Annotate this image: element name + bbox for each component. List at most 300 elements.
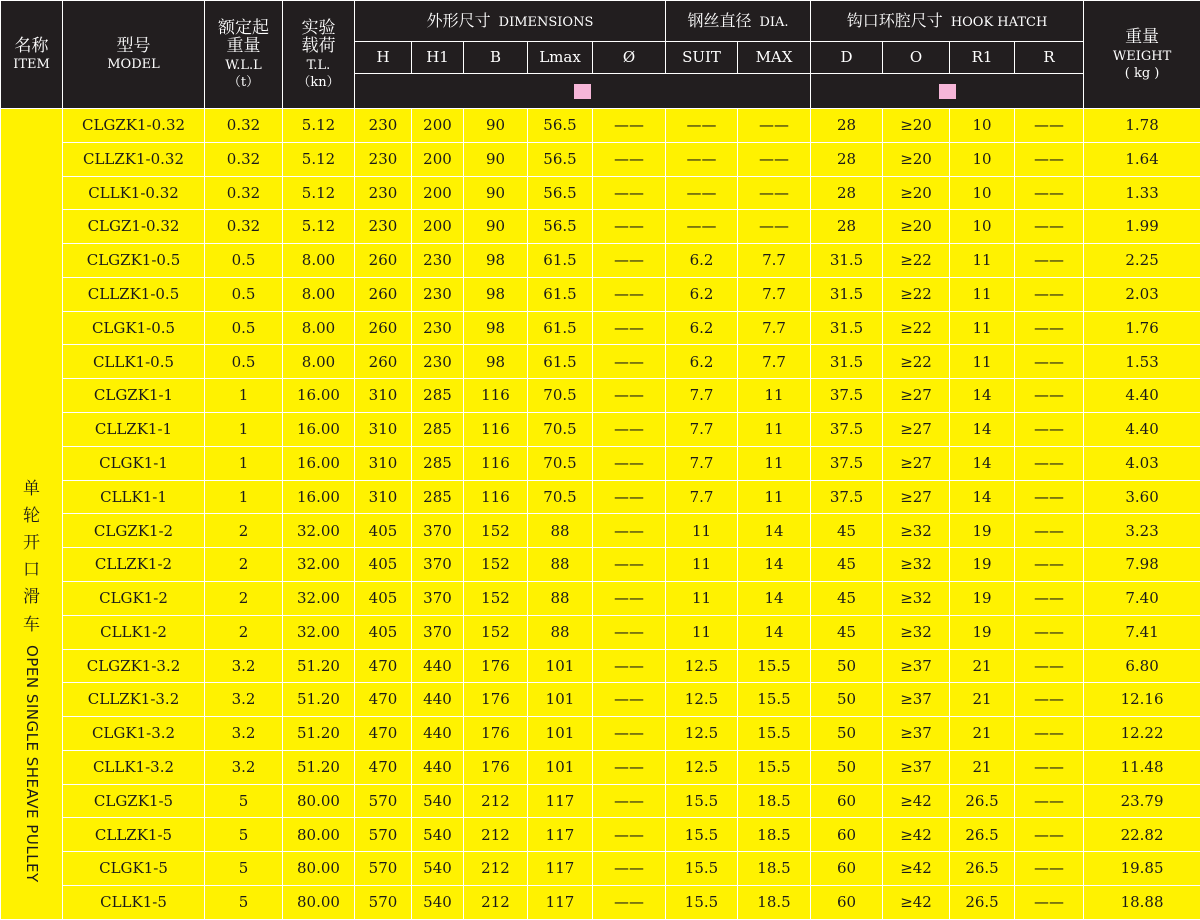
table-cell: —— [593,277,666,311]
table-cell: 6.2 [666,277,738,311]
table-cell: 405 [355,548,412,582]
table-cell: 176 [464,717,528,751]
table-cell: 56.5 [528,109,593,143]
model-cell: CLLK1-0.5 [63,345,205,379]
table-cell: 88 [528,615,593,649]
table-cell: 14 [738,615,811,649]
table-cell: —— [593,885,666,919]
table-cell: —— [1015,480,1084,514]
table-cell: 10 [950,176,1015,210]
table-cell: ≥22 [883,345,950,379]
subheader-cell: SUIT [666,42,738,74]
table-cell: 15.5 [666,784,738,818]
subheader-cell: R [1015,42,1084,74]
table-row [1,717,1200,751]
table-cell: 7.7 [738,277,811,311]
table-cell: 470 [355,649,412,683]
table-cell: 31.5 [811,244,883,278]
table-cell: 470 [355,683,412,717]
table-cell: 21 [950,649,1015,683]
table-cell: 0.5 [205,311,283,345]
table-header [1,1,1200,109]
table-cell: —— [1015,413,1084,447]
table-cell: —— [593,244,666,278]
header-wll-zh: 额定起重量 [218,17,269,57]
table-cell: —— [1015,683,1084,717]
table-cell: 440 [412,649,464,683]
table-cell: 19 [950,581,1015,615]
table-cell: 61.5 [528,244,593,278]
table-cell: 230 [355,176,412,210]
table-cell: 470 [355,750,412,784]
table-row [1,379,1200,413]
table-row [1,683,1200,717]
table-cell: 260 [355,345,412,379]
table-cell: —— [593,852,666,886]
table-cell: 6.2 [666,311,738,345]
table-cell: 152 [464,615,528,649]
table-cell: 31.5 [811,345,883,379]
table-cell: 0.32 [205,176,283,210]
table-cell: ≥27 [883,413,950,447]
table-cell: 440 [412,717,464,751]
header-hook-hatch-zh: 钩口环腔尺寸 [846,10,943,30]
header-dimensions-en: DIMENSIONS [498,14,594,30]
table-cell: —— [1015,277,1084,311]
table-cell: 18.5 [738,818,811,852]
table-cell: 0.32 [205,142,283,176]
table-row [1,244,1200,278]
table-cell: 56.5 [528,210,593,244]
header-model-en: MODEL [107,57,160,73]
table-cell: 7.7 [666,413,738,447]
header-weight-en: WEIGHT [1112,48,1172,64]
table-cell: 260 [355,277,412,311]
table-cell: 200 [412,142,464,176]
table-cell: 22.82 [1084,818,1200,852]
table-cell: —— [593,379,666,413]
table-cell: 7.40 [1084,581,1200,615]
table-row [1,446,1200,480]
table-row [1,615,1200,649]
model-cell: CLLZK1-3.2 [63,683,205,717]
table-cell: 61.5 [528,311,593,345]
table-cell: 11 [666,514,738,548]
table-cell: 90 [464,109,528,143]
table-cell: 7.7 [738,311,811,345]
table-cell: 11 [666,581,738,615]
table-cell: 8.00 [283,311,355,345]
table-cell: —— [593,413,666,447]
table-cell: —— [593,548,666,582]
table-cell: 1.33 [1084,176,1200,210]
table-cell: 212 [464,818,528,852]
table-cell: 31.5 [811,277,883,311]
subheader-cell: Lmax [528,42,593,74]
header-dimensions-zh: 外形尺寸 [426,10,491,30]
table-cell: —— [593,446,666,480]
model-cell: CLLK1-1 [63,480,205,514]
table-cell: 370 [412,581,464,615]
model-cell: CLGZK1-0.32 [63,109,205,143]
table-cell: 14 [950,413,1015,447]
table-cell: —— [738,109,811,143]
table-cell: 260 [355,244,412,278]
table-cell: 12.5 [666,683,738,717]
table-cell: 11 [738,413,811,447]
table-cell: 117 [528,784,593,818]
table-cell: 11 [950,345,1015,379]
table-cell: 51.20 [283,649,355,683]
table-cell: 5.12 [283,210,355,244]
table-cell: —— [1015,345,1084,379]
table-cell: —— [593,818,666,852]
header-tl [283,1,355,109]
table-cell: —— [738,142,811,176]
table-cell: 12.16 [1084,683,1200,717]
table-cell: 570 [355,818,412,852]
table-cell: 285 [412,413,464,447]
table-cell: —— [666,142,738,176]
model-cell: CLLK1-5 [63,885,205,919]
table-cell: 0.5 [205,244,283,278]
table-cell: ≥42 [883,784,950,818]
table-cell: 3.2 [205,717,283,751]
table-cell: 98 [464,311,528,345]
table-row [1,345,1200,379]
table-cell: —— [593,480,666,514]
table-cell: 1 [205,379,283,413]
table-cell: 15.5 [666,885,738,919]
table-cell: ≥20 [883,210,950,244]
table-cell: 28 [811,210,883,244]
header-wll-unit: （t） [227,75,260,91]
table-row [1,277,1200,311]
table-cell: 230 [355,210,412,244]
header-weight-zh: 重量 [1125,26,1160,47]
table-cell: 4.40 [1084,379,1200,413]
table-cell: 18.88 [1084,885,1200,919]
subheader-cell: D [811,42,883,74]
table-cell: 5 [205,818,283,852]
table-cell: 11 [666,548,738,582]
table-cell: 117 [528,885,593,919]
table-cell: 12.5 [666,717,738,751]
table-cell: —— [1015,548,1084,582]
table-cell: 15.5 [738,649,811,683]
table-cell: —— [1015,109,1084,143]
table-cell: 405 [355,581,412,615]
subheader-cell: B [464,42,528,74]
subheader-cell: R1 [950,42,1015,74]
model-cell: CLGZK1-0.5 [63,244,205,278]
table-cell: ≥22 [883,277,950,311]
table-cell: —— [738,210,811,244]
table-cell: 101 [528,717,593,751]
table-cell: ≥37 [883,750,950,784]
table-cell: 0.32 [205,210,283,244]
table-cell: ≥22 [883,244,950,278]
table-cell: 230 [355,109,412,143]
table-row [1,480,1200,514]
table-cell: 285 [412,480,464,514]
table-row [1,109,1200,143]
header-hook-hatch-en: HOOK HATCH [950,14,1048,30]
table-cell: 212 [464,852,528,886]
table-cell: 230 [412,311,464,345]
subheader-cell: H1 [412,42,464,74]
table-cell: 11 [738,379,811,413]
table-cell: 212 [464,784,528,818]
table-cell: 440 [412,750,464,784]
table-cell: —— [1015,717,1084,751]
table-cell: —— [1015,142,1084,176]
table-cell: 28 [811,176,883,210]
table-cell: 98 [464,244,528,278]
table-cell: —— [593,176,666,210]
table-cell: 26.5 [950,784,1015,818]
table-cell: 50 [811,683,883,717]
table-cell: 51.20 [283,683,355,717]
table-cell: —— [666,109,738,143]
table-cell: 60 [811,885,883,919]
unit-row-dimensions [355,74,811,109]
table-cell: 21 [950,717,1015,751]
table-cell: —— [593,784,666,818]
table-cell: 2 [205,615,283,649]
table-cell: —— [593,615,666,649]
table-cell: 2 [205,581,283,615]
table-cell: 28 [811,109,883,143]
table-cell: ≥37 [883,649,950,683]
table-row [1,210,1200,244]
table-cell: 370 [412,514,464,548]
table-cell: —— [593,649,666,683]
table-cell: 7.41 [1084,615,1200,649]
table-cell: 88 [528,581,593,615]
table-cell: 18.5 [738,885,811,919]
table-cell: 32.00 [283,548,355,582]
table-cell: 50 [811,649,883,683]
table-cell: 45 [811,548,883,582]
table-cell: 5.12 [283,142,355,176]
table-cell: 15.5 [738,717,811,751]
table-cell: 470 [355,717,412,751]
table-cell: 90 [464,142,528,176]
model-cell: CLLK1-3.2 [63,750,205,784]
table-cell: 200 [412,176,464,210]
table-cell: 26.5 [950,818,1015,852]
table-cell: 3.2 [205,649,283,683]
table-cell: 5 [205,885,283,919]
table-cell: ≥37 [883,717,950,751]
table-cell: ≥22 [883,311,950,345]
table-cell: 45 [811,514,883,548]
table-cell: 16.00 [283,413,355,447]
header-model [63,1,205,109]
table-cell: 26.5 [950,885,1015,919]
table-cell: —— [666,176,738,210]
table-cell: 176 [464,683,528,717]
item-label-en: OPEN SINGLE SHEAVE PULLEY [22,644,41,883]
table-cell: 61.5 [528,277,593,311]
table-cell: 310 [355,379,412,413]
model-cell: CLGZ1-0.32 [63,210,205,244]
table-cell: 11 [738,480,811,514]
table-cell: 12.5 [666,750,738,784]
table-cell: 7.7 [666,446,738,480]
table-cell: 16.00 [283,446,355,480]
subheader-cell: O [883,42,950,74]
table-cell: 230 [355,142,412,176]
table-row [1,514,1200,548]
table-cell: 12.5 [666,649,738,683]
table-cell: 15.5 [738,683,811,717]
table-cell: 15.5 [666,852,738,886]
header-weight [1084,1,1200,109]
table-cell: ≥37 [883,683,950,717]
table-cell: —— [593,311,666,345]
table-cell: 540 [412,852,464,886]
table-cell: —— [593,210,666,244]
table-cell: 2 [205,548,283,582]
table-cell: 28 [811,142,883,176]
table-cell: —— [1015,649,1084,683]
table-cell: 1 [205,446,283,480]
model-cell: CLLK1-2 [63,615,205,649]
header-wll-en: W.L.L [225,57,262,73]
table-cell: 14 [950,480,1015,514]
table-row [1,784,1200,818]
table-cell: 80.00 [283,852,355,886]
table-cell: 1.99 [1084,210,1200,244]
table-cell: 310 [355,480,412,514]
table-cell: —— [1015,446,1084,480]
table-cell: 285 [412,379,464,413]
table-cell: 80.00 [283,818,355,852]
table-cell: 14 [950,379,1015,413]
table-cell: 11 [950,244,1015,278]
table-cell: —— [593,750,666,784]
table-cell: 1 [205,480,283,514]
model-cell: CLGK1-3.2 [63,717,205,751]
table-cell: 152 [464,548,528,582]
table-cell: 7.7 [666,480,738,514]
table-cell: 4.40 [1084,413,1200,447]
table-cell: —— [1015,615,1084,649]
table-cell: 370 [412,548,464,582]
table-cell: 116 [464,413,528,447]
table-cell: 116 [464,480,528,514]
table-cell: 18.5 [738,784,811,818]
model-cell: CLGZK1-1 [63,379,205,413]
table-cell: 23.79 [1084,784,1200,818]
table-cell: 3.2 [205,750,283,784]
header-item [1,1,63,109]
table-cell: 45 [811,581,883,615]
table-cell: 440 [412,683,464,717]
table-cell: 51.20 [283,717,355,751]
table-cell: 88 [528,548,593,582]
table-cell: 0.5 [205,345,283,379]
model-cell: CLLK1-0.32 [63,176,205,210]
table-cell: 18.5 [738,852,811,886]
model-cell: CLGK1-0.5 [63,311,205,345]
table-cell: 405 [355,615,412,649]
model-cell: CLGZK1-5 [63,784,205,818]
table-cell: 285 [412,446,464,480]
table-cell: 98 [464,345,528,379]
table-cell: 3.2 [205,683,283,717]
table-cell: 176 [464,750,528,784]
table-cell: ≥42 [883,885,950,919]
table-cell: —— [593,683,666,717]
table-cell: 2.25 [1084,244,1200,278]
table-cell: 570 [355,885,412,919]
table-cell: ≥32 [883,514,950,548]
table-cell: 50 [811,750,883,784]
item-label-cell [1,109,63,920]
header-weight-unit: ( kg ) [1124,65,1160,81]
table-cell: —— [1015,514,1084,548]
table-cell: 37.5 [811,480,883,514]
table-cell: 11.48 [1084,750,1200,784]
table-cell: 26.5 [950,852,1015,886]
table-cell: 260 [355,311,412,345]
table-cell: 310 [355,446,412,480]
table-cell: 70.5 [528,413,593,447]
table-cell: 15.5 [738,750,811,784]
table-cell: ≥32 [883,548,950,582]
table-cell: 60 [811,818,883,852]
table-cell: 7.7 [666,379,738,413]
table-cell: 5.12 [283,176,355,210]
table-cell: —— [738,176,811,210]
table-cell: 101 [528,649,593,683]
table-cell: ≥20 [883,109,950,143]
table-cell: ≥32 [883,615,950,649]
table-cell: —— [1015,244,1084,278]
table-row [1,413,1200,447]
table-cell: —— [1015,176,1084,210]
table-cell: ≥27 [883,480,950,514]
table-cell: 6.2 [666,345,738,379]
table-cell: 101 [528,750,593,784]
table-cell: 21 [950,683,1015,717]
model-cell: CLGK1-1 [63,446,205,480]
table-cell: 14 [950,446,1015,480]
table-cell: 11 [738,446,811,480]
table-cell: —— [1015,311,1084,345]
header-item-zh: 名称 [14,35,49,56]
header-wire-dia-en: DIA. [759,14,789,30]
table-cell: 200 [412,109,464,143]
table-cell: —— [1015,784,1084,818]
table-cell: 32.00 [283,514,355,548]
table-cell: 116 [464,446,528,480]
table-row [1,649,1200,683]
table-cell: —— [1015,852,1084,886]
table-cell: ≥20 [883,176,950,210]
table-cell: 8.00 [283,277,355,311]
table-cell: 310 [355,413,412,447]
table-cell: —— [593,581,666,615]
table-cell: 70.5 [528,480,593,514]
table-cell: —— [593,109,666,143]
table-cell: 37.5 [811,379,883,413]
table-cell: 1 [205,413,283,447]
table-cell: 540 [412,784,464,818]
